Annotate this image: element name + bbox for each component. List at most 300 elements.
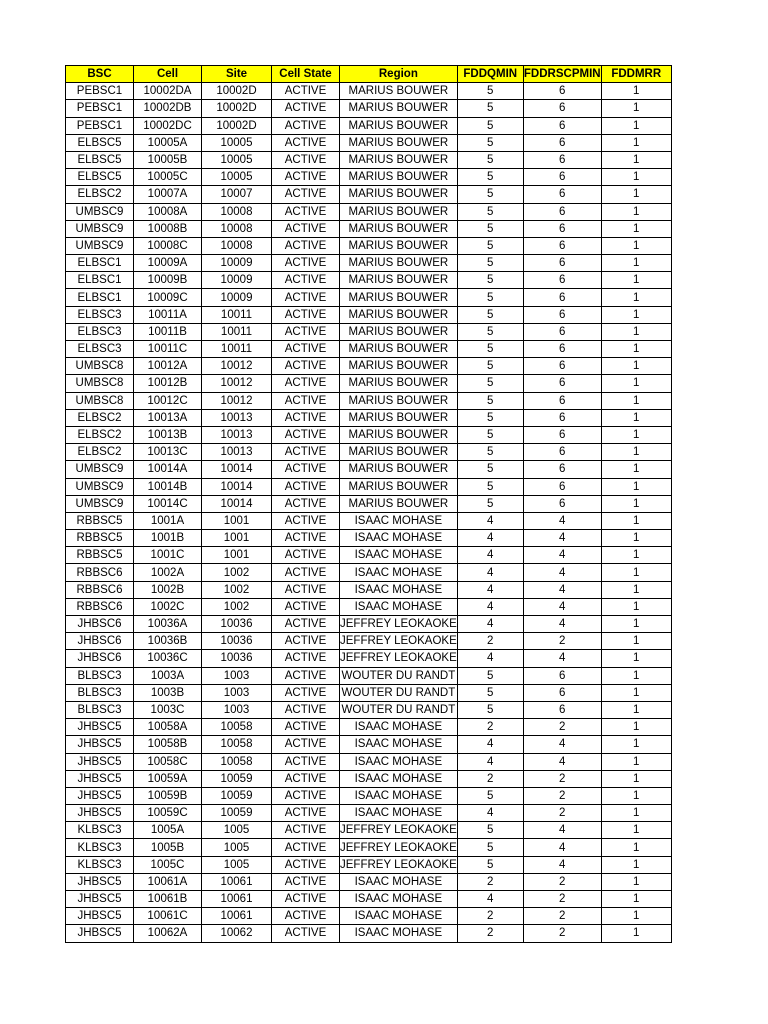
fddmrr-cell: 1 (601, 856, 671, 873)
cell-id-cell: 1001B (134, 530, 202, 547)
fddrscpmin-cell: 2 (523, 770, 601, 787)
fddqmin-cell: 5 (457, 186, 523, 203)
fddrscpmin-cell: 4 (523, 650, 601, 667)
fddqmin-cell: 5 (457, 341, 523, 358)
table-row (66, 495, 672, 512)
bsc-cell: KLBSC3 (66, 839, 134, 856)
site-cell: 1003 (202, 701, 272, 718)
table-row (66, 787, 672, 804)
cell-id-cell: 1005C (134, 856, 202, 873)
site-cell: 1001 (202, 530, 272, 547)
cell-id-cell: 10008C (134, 237, 202, 254)
fddrscpmin-cell: 6 (523, 255, 601, 272)
cell-state-cell: ACTIVE (272, 719, 340, 736)
site-cell: 10012 (202, 375, 272, 392)
table-row (66, 839, 672, 856)
fddmrr-cell: 1 (601, 392, 671, 409)
cell-id-cell: 10012C (134, 392, 202, 409)
fddrscpmin-cell: 2 (523, 805, 601, 822)
table-row (66, 237, 672, 254)
cell-state-cell: ACTIVE (272, 856, 340, 873)
fddqmin-cell: 5 (457, 306, 523, 323)
cell-state-cell: ACTIVE (272, 598, 340, 615)
bsc-cell: RBBSC6 (66, 581, 134, 598)
cell-id-cell: 10036B (134, 633, 202, 650)
region-cell: MARIUS BOUWER (340, 461, 458, 478)
region-cell: WOUTER DU RANDT (340, 667, 458, 684)
region-cell: MARIUS BOUWER (340, 409, 458, 426)
fddrscpmin-cell: 2 (523, 719, 601, 736)
cell-id-cell: 10059B (134, 787, 202, 804)
region-cell: MARIUS BOUWER (340, 117, 458, 134)
cell-state-cell: ACTIVE (272, 151, 340, 168)
site-cell: 1005 (202, 839, 272, 856)
fddqmin-cell: 4 (457, 805, 523, 822)
site-cell: 10009 (202, 255, 272, 272)
fddmrr-cell: 1 (601, 873, 671, 890)
fddmrr-cell: 1 (601, 564, 671, 581)
fddrscpmin-cell: 6 (523, 306, 601, 323)
fddrscpmin-cell: 6 (523, 495, 601, 512)
fddmrr-cell: 1 (601, 134, 671, 151)
fddqmin-cell: 5 (457, 701, 523, 718)
bsc-cell: JHBSC6 (66, 633, 134, 650)
fddrscpmin-cell: 2 (523, 925, 601, 942)
fddqmin-cell: 5 (457, 272, 523, 289)
fddqmin-cell: 5 (457, 358, 523, 375)
table-row (66, 323, 672, 340)
cell-id-cell: 10058B (134, 736, 202, 753)
bsc-cell: JHBSC6 (66, 616, 134, 633)
fddqmin-cell: 5 (457, 289, 523, 306)
header-fddrscpmin: FDDRSCPMIN (523, 66, 601, 83)
table-row (66, 891, 672, 908)
header-fddqmin: FDDQMIN (457, 66, 523, 83)
region-cell: JEFFREY LEOKAOKE (340, 839, 458, 856)
site-cell: 10007 (202, 186, 272, 203)
table-row (66, 822, 672, 839)
fddrscpmin-cell: 4 (523, 736, 601, 753)
cell-id-cell: 10014C (134, 495, 202, 512)
region-cell: ISAAC MOHASE (340, 805, 458, 822)
cell-id-cell: 1003C (134, 701, 202, 718)
fddmrr-cell: 1 (601, 461, 671, 478)
fddmrr-cell: 1 (601, 117, 671, 134)
region-cell: MARIUS BOUWER (340, 306, 458, 323)
bsc-cell: UMBSC9 (66, 495, 134, 512)
fddqmin-cell: 5 (457, 426, 523, 443)
fddqmin-cell: 5 (457, 375, 523, 392)
fddqmin-cell: 2 (457, 633, 523, 650)
fddqmin-cell: 2 (457, 770, 523, 787)
cell-state-cell: ACTIVE (272, 839, 340, 856)
site-cell: 10059 (202, 770, 272, 787)
region-cell: MARIUS BOUWER (340, 186, 458, 203)
cell-state-cell: ACTIVE (272, 495, 340, 512)
cell-state-cell: ACTIVE (272, 581, 340, 598)
table-row (66, 100, 672, 117)
fddrscpmin-cell: 6 (523, 323, 601, 340)
bsc-cell: KLBSC3 (66, 822, 134, 839)
table-row (66, 478, 672, 495)
cell-state-cell: ACTIVE (272, 220, 340, 237)
cell-state-cell: ACTIVE (272, 392, 340, 409)
table-row (66, 770, 672, 787)
cell-state-cell: ACTIVE (272, 564, 340, 581)
fddrscpmin-cell: 6 (523, 117, 601, 134)
fddmrr-cell: 1 (601, 719, 671, 736)
fddqmin-cell: 5 (457, 822, 523, 839)
cell-id-cell: 10058C (134, 753, 202, 770)
cell-state-cell: ACTIVE (272, 770, 340, 787)
fddqmin-cell: 5 (457, 169, 523, 186)
fddmrr-cell: 1 (601, 186, 671, 203)
cell-state-cell: ACTIVE (272, 753, 340, 770)
fddrscpmin-cell: 6 (523, 272, 601, 289)
cell-state-cell: ACTIVE (272, 237, 340, 254)
bsc-cell: UMBSC9 (66, 461, 134, 478)
bsc-cell: BLBSC3 (66, 667, 134, 684)
cell-id-cell: 1002A (134, 564, 202, 581)
fddmrr-cell: 1 (601, 512, 671, 529)
bsc-cell: ELBSC1 (66, 272, 134, 289)
fddmrr-cell: 1 (601, 272, 671, 289)
fddrscpmin-cell: 6 (523, 684, 601, 701)
fddqmin-cell: 4 (457, 736, 523, 753)
fddqmin-cell: 5 (457, 100, 523, 117)
fddrscpmin-cell: 6 (523, 667, 601, 684)
bsc-cell: ELBSC5 (66, 151, 134, 168)
cell-state-cell: ACTIVE (272, 873, 340, 890)
site-cell: 1001 (202, 547, 272, 564)
cell-id-cell: 1001C (134, 547, 202, 564)
table-row (66, 564, 672, 581)
fddqmin-cell: 5 (457, 495, 523, 512)
fddqmin-cell: 5 (457, 237, 523, 254)
bsc-cell: JHBSC5 (66, 891, 134, 908)
cell-state-cell: ACTIVE (272, 323, 340, 340)
table-row (66, 598, 672, 615)
cell-state-cell: ACTIVE (272, 650, 340, 667)
fddmrr-cell: 1 (601, 426, 671, 443)
cell-state-cell: ACTIVE (272, 478, 340, 495)
fddqmin-cell: 5 (457, 444, 523, 461)
region-cell: ISAAC MOHASE (340, 925, 458, 942)
site-cell: 10013 (202, 444, 272, 461)
bsc-cell: JHBSC5 (66, 787, 134, 804)
fddqmin-cell: 5 (457, 839, 523, 856)
table-row (66, 255, 672, 272)
region-cell: MARIUS BOUWER (340, 169, 458, 186)
site-cell: 10008 (202, 237, 272, 254)
fddmrr-cell: 1 (601, 891, 671, 908)
bsc-cell: UMBSC9 (66, 220, 134, 237)
fddrscpmin-cell: 6 (523, 83, 601, 100)
bsc-cell: UMBSC9 (66, 478, 134, 495)
cell-state-cell: ACTIVE (272, 272, 340, 289)
fddmrr-cell: 1 (601, 495, 671, 512)
site-cell: 10013 (202, 409, 272, 426)
table-row (66, 375, 672, 392)
table-row (66, 633, 672, 650)
bsc-cell: JHBSC5 (66, 873, 134, 890)
cell-id-cell: 1002C (134, 598, 202, 615)
bsc-cell: RBBSC5 (66, 512, 134, 529)
region-cell: MARIUS BOUWER (340, 444, 458, 461)
cell-id-cell: 10012B (134, 375, 202, 392)
fddrscpmin-cell: 4 (523, 581, 601, 598)
region-cell: ISAAC MOHASE (340, 770, 458, 787)
table-row (66, 169, 672, 186)
cell-state-cell: ACTIVE (272, 186, 340, 203)
site-cell: 1003 (202, 684, 272, 701)
fddmrr-cell: 1 (601, 770, 671, 787)
table-row (66, 358, 672, 375)
table-row (66, 392, 672, 409)
bsc-cell: UMBSC8 (66, 375, 134, 392)
cell-state-cell: ACTIVE (272, 633, 340, 650)
site-cell: 10009 (202, 289, 272, 306)
fddqmin-cell: 5 (457, 392, 523, 409)
table-row (66, 83, 672, 100)
fddqmin-cell: 5 (457, 220, 523, 237)
fddrscpmin-cell: 6 (523, 169, 601, 186)
table-row (66, 134, 672, 151)
fddrscpmin-cell: 6 (523, 358, 601, 375)
fddmrr-cell: 1 (601, 805, 671, 822)
cell-id-cell: 10061A (134, 873, 202, 890)
cell-id-cell: 10014B (134, 478, 202, 495)
fddmrr-cell: 1 (601, 925, 671, 942)
fddmrr-cell: 1 (601, 255, 671, 272)
fddmrr-cell: 1 (601, 169, 671, 186)
region-cell: MARIUS BOUWER (340, 134, 458, 151)
table-row (66, 409, 672, 426)
cell-id-cell: 10011B (134, 323, 202, 340)
fddqmin-cell: 5 (457, 255, 523, 272)
bsc-cell: PEBSC1 (66, 117, 134, 134)
cell-state-cell: ACTIVE (272, 358, 340, 375)
table-body (66, 83, 672, 942)
fddqmin-cell: 4 (457, 564, 523, 581)
bsc-cell: ELBSC2 (66, 409, 134, 426)
table-row (66, 753, 672, 770)
fddqmin-cell: 2 (457, 873, 523, 890)
fddqmin-cell: 2 (457, 925, 523, 942)
cell-id-cell: 10013A (134, 409, 202, 426)
cell-state-cell: ACTIVE (272, 444, 340, 461)
fddqmin-cell: 4 (457, 530, 523, 547)
cell-state-cell: ACTIVE (272, 134, 340, 151)
bsc-cell: ELBSC3 (66, 306, 134, 323)
bsc-cell: RBBSC6 (66, 598, 134, 615)
cell-id-cell: 10062A (134, 925, 202, 942)
cell-id-cell: 1005A (134, 822, 202, 839)
cell-state-cell: ACTIVE (272, 409, 340, 426)
bsc-cell: ELBSC3 (66, 341, 134, 358)
fddmrr-cell: 1 (601, 375, 671, 392)
site-cell: 10011 (202, 341, 272, 358)
table-row (66, 444, 672, 461)
header-row (66, 66, 672, 83)
site-cell: 10061 (202, 891, 272, 908)
fddmrr-cell: 1 (601, 736, 671, 753)
cell-state-cell: ACTIVE (272, 684, 340, 701)
bsc-cell: PEBSC1 (66, 100, 134, 117)
table-row (66, 341, 672, 358)
cell-state-cell: ACTIVE (272, 667, 340, 684)
cell-state-cell: ACTIVE (272, 701, 340, 718)
cell-id-cell: 10008B (134, 220, 202, 237)
site-cell: 10061 (202, 908, 272, 925)
fddrscpmin-cell: 6 (523, 203, 601, 220)
fddrscpmin-cell: 4 (523, 530, 601, 547)
region-cell: MARIUS BOUWER (340, 83, 458, 100)
header-fddmrr: FDDMRR (601, 66, 671, 83)
fddmrr-cell: 1 (601, 203, 671, 220)
cell-state-cell: ACTIVE (272, 306, 340, 323)
table-row (66, 719, 672, 736)
cell-id-cell: 10002DC (134, 117, 202, 134)
region-cell: MARIUS BOUWER (340, 392, 458, 409)
site-cell: 10005 (202, 151, 272, 168)
fddqmin-cell: 5 (457, 684, 523, 701)
site-cell: 10002D (202, 117, 272, 134)
cell-id-cell: 10011C (134, 341, 202, 358)
site-cell: 1003 (202, 667, 272, 684)
bsc-cell: RBBSC6 (66, 564, 134, 581)
fddrscpmin-cell: 6 (523, 289, 601, 306)
site-cell: 10002D (202, 83, 272, 100)
table-row (66, 547, 672, 564)
cell-id-cell: 10009A (134, 255, 202, 272)
table-row (66, 186, 672, 203)
fddrscpmin-cell: 4 (523, 616, 601, 633)
table-row (66, 616, 672, 633)
fddrscpmin-cell: 6 (523, 461, 601, 478)
fddqmin-cell: 4 (457, 547, 523, 564)
region-cell: ISAAC MOHASE (340, 530, 458, 547)
cell-state-cell: ACTIVE (272, 169, 340, 186)
cell-state-cell: ACTIVE (272, 83, 340, 100)
region-cell: ISAAC MOHASE (340, 581, 458, 598)
cell-state-cell: ACTIVE (272, 908, 340, 925)
cell-state-cell: ACTIVE (272, 512, 340, 529)
fddmrr-cell: 1 (601, 306, 671, 323)
region-cell: MARIUS BOUWER (340, 375, 458, 392)
cell-id-cell: 10008A (134, 203, 202, 220)
fddrscpmin-cell: 6 (523, 186, 601, 203)
fddrscpmin-cell: 4 (523, 822, 601, 839)
cell-id-cell: 1005B (134, 839, 202, 856)
fddmrr-cell: 1 (601, 444, 671, 461)
region-cell: ISAAC MOHASE (340, 719, 458, 736)
table-row (66, 512, 672, 529)
table-row (66, 684, 672, 701)
site-cell: 1005 (202, 822, 272, 839)
bsc-cell: ELBSC2 (66, 186, 134, 203)
table-row (66, 650, 672, 667)
site-cell: 10005 (202, 134, 272, 151)
table-row (66, 805, 672, 822)
site-cell: 10058 (202, 753, 272, 770)
bsc-cell: JHBSC5 (66, 805, 134, 822)
bsc-cell: ELBSC2 (66, 426, 134, 443)
cell-state-cell: ACTIVE (272, 547, 340, 564)
cell-state-cell: ACTIVE (272, 426, 340, 443)
bsc-cell: UMBSC8 (66, 358, 134, 375)
fddmrr-cell: 1 (601, 839, 671, 856)
region-cell: JEFFREY LEOKAOKE (340, 822, 458, 839)
region-cell: JEFFREY LEOKAOKE (340, 856, 458, 873)
fddmrr-cell: 1 (601, 616, 671, 633)
fddrscpmin-cell: 4 (523, 598, 601, 615)
cell-id-cell: 10005A (134, 134, 202, 151)
bsc-cell: ELBSC2 (66, 444, 134, 461)
region-cell: MARIUS BOUWER (340, 272, 458, 289)
site-cell: 10059 (202, 805, 272, 822)
table-row (66, 461, 672, 478)
region-cell: JEFFREY LEOKAOKE (340, 650, 458, 667)
region-cell: MARIUS BOUWER (340, 289, 458, 306)
site-cell: 10061 (202, 873, 272, 890)
cell-id-cell: 1001A (134, 512, 202, 529)
region-cell: JEFFREY LEOKAOKE (340, 616, 458, 633)
cell-id-cell: 1003A (134, 667, 202, 684)
site-cell: 10012 (202, 392, 272, 409)
cell-state-cell: ACTIVE (272, 530, 340, 547)
region-cell: ISAAC MOHASE (340, 547, 458, 564)
site-cell: 10005 (202, 169, 272, 186)
table-row (66, 306, 672, 323)
cell-id-cell: 10005C (134, 169, 202, 186)
cell-id-cell: 1002B (134, 581, 202, 598)
site-cell: 1001 (202, 512, 272, 529)
table-row (66, 667, 672, 684)
header-region: Region (340, 66, 458, 83)
site-cell: 1002 (202, 581, 272, 598)
cell-state-cell: ACTIVE (272, 203, 340, 220)
bsc-cell: JHBSC5 (66, 770, 134, 787)
fddrscpmin-cell: 6 (523, 100, 601, 117)
site-cell: 10014 (202, 495, 272, 512)
site-cell: 10062 (202, 925, 272, 942)
cell-id-cell: 10012A (134, 358, 202, 375)
table-row (66, 117, 672, 134)
region-cell: MARIUS BOUWER (340, 151, 458, 168)
cell-state-cell: ACTIVE (272, 616, 340, 633)
site-cell: 10012 (202, 358, 272, 375)
fddrscpmin-cell: 4 (523, 547, 601, 564)
cell-id-cell: 10059C (134, 805, 202, 822)
cell-id-cell: 10036C (134, 650, 202, 667)
fddmrr-cell: 1 (601, 151, 671, 168)
bsc-cell: JHBSC5 (66, 925, 134, 942)
fddrscpmin-cell: 6 (523, 409, 601, 426)
fddmrr-cell: 1 (601, 323, 671, 340)
site-cell: 10058 (202, 719, 272, 736)
fddrscpmin-cell: 4 (523, 564, 601, 581)
fddrscpmin-cell: 4 (523, 839, 601, 856)
site-cell: 10059 (202, 787, 272, 804)
fddqmin-cell: 5 (457, 323, 523, 340)
fddqmin-cell: 5 (457, 787, 523, 804)
fddmrr-cell: 1 (601, 581, 671, 598)
fddrscpmin-cell: 2 (523, 891, 601, 908)
cell-state-cell: ACTIVE (272, 736, 340, 753)
fddqmin-cell: 5 (457, 409, 523, 426)
table-row (66, 220, 672, 237)
